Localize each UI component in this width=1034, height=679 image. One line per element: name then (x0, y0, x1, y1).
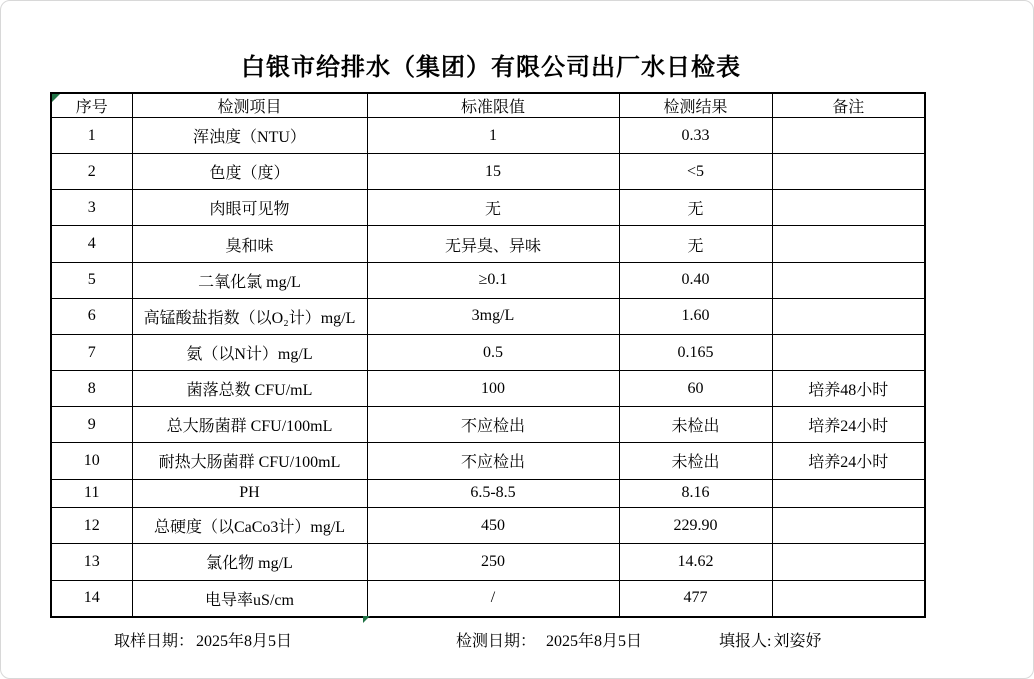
cell-result: 0.165 (619, 334, 772, 370)
cell-item: 菌落总数 CFU/mL (132, 371, 367, 407)
cell-limit: 无 (367, 190, 619, 226)
header-no: 序号 (51, 93, 132, 118)
cell-limit: 1 (367, 118, 619, 154)
page-title: 白银市给排水（集团）有限公司出厂水日检表 (241, 55, 741, 81)
reporter-value: 刘姿妤 (773, 633, 822, 650)
cell-item: 臭和味 (132, 226, 367, 262)
cell-no: 8 (51, 371, 132, 407)
cell-result: 8.16 (619, 479, 772, 508)
cell-remark (772, 508, 925, 544)
cell-result: 无 (619, 190, 772, 226)
cell-item: 浑浊度（NTU） (132, 118, 367, 154)
test-date-label: 检测日期： (456, 633, 537, 650)
table-row (51, 407, 925, 443)
cell-result: 0.40 (619, 262, 772, 298)
cell-no: 1 (51, 118, 132, 154)
cell-no: 6 (51, 298, 132, 334)
cell-item: 总硬度（以CaCo3计）mg/L (132, 508, 367, 544)
cell-item: 高锰酸盐指数（以O₂计）mg/L (132, 298, 367, 334)
cell-remark (772, 580, 925, 617)
cell-remark (772, 298, 925, 334)
cell-remark: 培养24小时 (772, 443, 925, 479)
cell-result: <5 (619, 154, 772, 190)
cell-result: 229.90 (619, 508, 772, 544)
cell-remark (772, 154, 925, 190)
table-row (51, 334, 925, 370)
cell-remark (772, 479, 925, 508)
footer (1, 628, 1034, 650)
table-header-row (51, 93, 925, 118)
table-row (51, 226, 925, 262)
cell-remark: 培养48小时 (772, 371, 925, 407)
cell-remark: 培养24小时 (772, 407, 925, 443)
cell-remark (772, 334, 925, 370)
reporter-label: 填报人: (719, 633, 772, 650)
cell-item: 肉眼可见物 (132, 190, 367, 226)
cell-item: 总大肠菌群 CFU/100mL (132, 407, 367, 443)
cell-limit: 不应检出 (367, 443, 619, 479)
table-row (51, 154, 925, 190)
cell-item: 耐热大肠菌群 CFU/100mL (132, 443, 367, 479)
sampling-date (114, 628, 292, 651)
cell-limit: / (367, 580, 619, 617)
table-row (51, 371, 925, 407)
cell-limit: 无异臭、异味 (367, 226, 619, 262)
table-row (51, 544, 925, 580)
table-row (51, 190, 925, 226)
table-row (51, 298, 925, 334)
cell-result: 未检出 (619, 407, 772, 443)
cell-no: 7 (51, 334, 132, 370)
test-date-value: 2025年8月5日 (546, 633, 643, 650)
cell-item: 电导率uS/cm (132, 580, 367, 617)
cell-remark (772, 544, 925, 580)
cell-limit: 不应检出 (367, 407, 619, 443)
table-row (51, 508, 925, 544)
cell-no: 2 (51, 154, 132, 190)
inspection-table (50, 92, 926, 618)
table-row (51, 443, 925, 479)
cell-limit: 250 (367, 544, 619, 580)
cell-limit: 0.5 (367, 334, 619, 370)
table-row (51, 118, 925, 154)
cell-limit: 100 (367, 371, 619, 407)
reporter (719, 628, 821, 651)
cell-result: 60 (619, 371, 772, 407)
cell-no: 9 (51, 407, 132, 443)
excel-error-indicator-icon (52, 94, 60, 102)
cell-limit: ≥0.1 (367, 262, 619, 298)
cell-no: 10 (51, 443, 132, 479)
cell-item: PH (132, 479, 367, 508)
cell-limit: 3mg/L (367, 298, 619, 334)
cell-result: 未检出 (619, 443, 772, 479)
cell-no: 14 (51, 580, 132, 617)
cell-no: 12 (51, 508, 132, 544)
sampling-date-label: 取样日期： (114, 633, 195, 650)
cell-item: 氯化物 mg/L (132, 544, 367, 580)
cell-result: 无 (619, 226, 772, 262)
cell-item: 色度（度） (132, 154, 367, 190)
cell-result: 1.60 (619, 298, 772, 334)
cell-result: 14.62 (619, 544, 772, 580)
header-remark: 备注 (772, 93, 925, 118)
cell-remark (772, 262, 925, 298)
cell-remark (772, 226, 925, 262)
table-row (51, 479, 925, 508)
test-date (456, 628, 642, 651)
cell-result: 0.33 (619, 118, 772, 154)
cell-limit: 450 (367, 508, 619, 544)
cell-limit: 6.5-8.5 (367, 479, 619, 508)
table-body (51, 118, 925, 618)
excel-bottom-indicator-icon (363, 616, 370, 623)
cell-no: 11 (51, 479, 132, 508)
header-result: 检测结果 (619, 93, 772, 118)
cell-result: 477 (619, 580, 772, 617)
cell-item: 氨（以N计）mg/L (132, 334, 367, 370)
header-limit: 标准限值 (367, 93, 619, 118)
cell-remark (772, 118, 925, 154)
cell-no: 3 (51, 190, 132, 226)
cell-no: 5 (51, 262, 132, 298)
table-row (51, 262, 925, 298)
header-item: 检测项目 (132, 93, 367, 118)
cell-limit: 15 (367, 154, 619, 190)
cell-remark (772, 190, 925, 226)
table-row (51, 580, 925, 617)
cell-no: 13 (51, 544, 132, 580)
sampling-date-value: 2025年8月5日 (196, 633, 293, 650)
cell-item: 二氧化氯 mg/L (132, 262, 367, 298)
cell-no: 4 (51, 226, 132, 262)
